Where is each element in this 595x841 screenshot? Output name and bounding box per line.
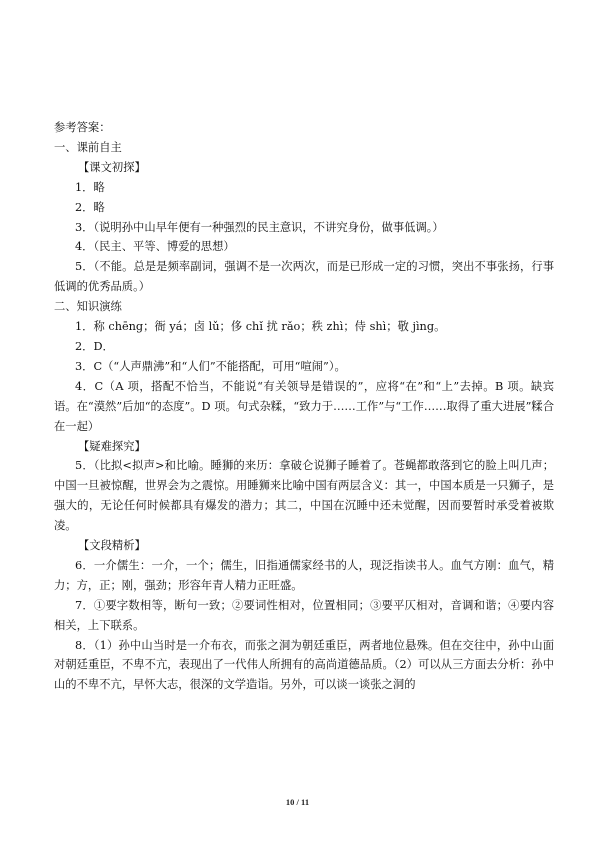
section-3-subtitle: 【疑难探究】 <box>78 439 146 453</box>
section-4-subtitle: 【文段精析】 <box>78 539 146 553</box>
answer-item: 3．（说明孙中山早年便有一种强烈的民主意识，不讲究身份，做事低调。） <box>75 220 444 234</box>
answer-item: 8．（1）孙中山当时是一介布衣，而张之洞为朝廷重臣，两者地位悬殊。但在交往中，孙中山面对朝廷重臣，不卑不亢，表现出了一代伟人所拥有的高尚道德品质。（2）可以从三方面去分析：孙中山的不卑不亢，早怀大志，很深的文学造诣。另外，可以谈一谈张之洞的 <box>54 638 554 692</box>
section-1-subtitle: 【课文初探】 <box>78 160 146 174</box>
answers-heading: 参考答案： <box>54 121 111 134</box>
answer-item: 5．（不能。总是是频率副词，强调不是一次两次，而是已形成一定的习惯，突出不事张扬，行事低调的优秀品质。） <box>54 260 554 294</box>
section-1-title: 一、课前自主 <box>54 140 122 154</box>
answer-item: 1．称 chēng；衙 yá；卤 lǔ；侈 chǐ 扰 rǎo；秩 zhì；侍 shì；敬 jìng。 <box>75 320 446 334</box>
answer-item: 1．略 <box>75 180 105 194</box>
answer-content <box>54 118 554 695</box>
answer-item: 7．①要字数相等，断句一致；②要词性相对，位置相同；③要平仄相对，音调和谐；④要内容相关，上下联系。 <box>54 598 554 632</box>
answer-item: 2．略 <box>75 200 105 214</box>
answer-item: 3．C（“人声鼎沸”和“人们”不能搭配，可用“喧闹”）。 <box>75 359 346 373</box>
section-2-title: 二、知识演练 <box>54 300 122 314</box>
answer-item: 4．（民主、平等、博爱的思想） <box>75 240 235 254</box>
answer-item: 2．D． <box>75 339 114 353</box>
page-number: 10 / 11 <box>285 797 310 807</box>
answer-item: 6．一介儒生：一介，一个；儒生，旧指通儒家经书的人，现泛指读书人。血气方刚：血气，精力；方，正；刚，强劲；形容年青人精力正旺盛。 <box>54 558 554 592</box>
answer-item: 4．C（A 项，搭配不恰当，不能说“有关领导是错误的”，应将“在”和“上”去掉。B 项。缺宾语。在“漠然”后加“的态度”。D 项。句式杂糅，“致力于……工作”与“工作……取得了重大进展”糅合在一起） <box>54 379 554 433</box>
answer-item: 5．（比拟<拟声>和比喻。睡狮的来历：拿破仑说狮子睡着了。苍蝇都敢落到它的脸上叫几声；中国一旦被惊醒，世界会为之震惊。用睡狮来比喻中国有两层含义：其一，中国本质是一只狮子，是强大的，无论任何时候都具有爆发的潜力；其二，中国在沉睡中还未觉醒，因而要暂时承受着被欺凌。 <box>54 459 554 533</box>
